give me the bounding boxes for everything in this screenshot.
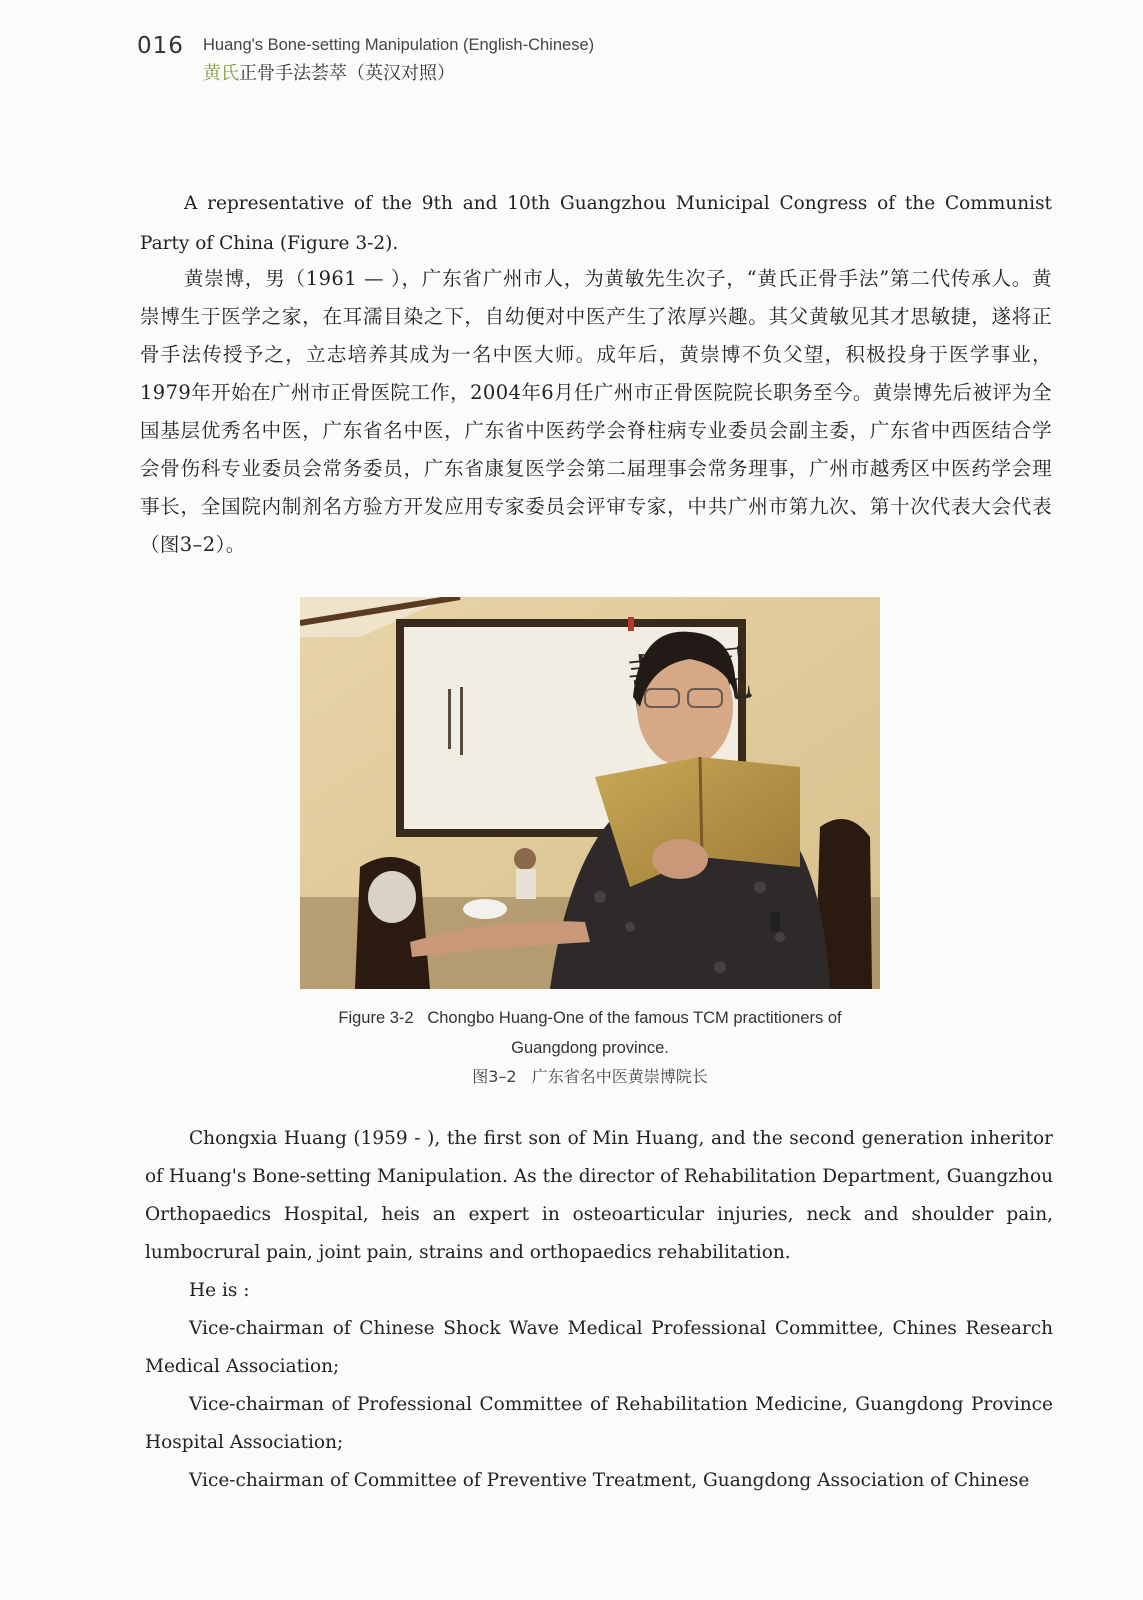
he-is-label: He is : (189, 1280, 250, 1301)
caption-line-1: Figure 3-2 Chongbo Huang-One of the famous TCM practitioners of (338, 1009, 842, 1027)
paragraph-english-intro: A representative of the 9th and 10th Guangzhou Municipal Congress of the Communist Party of China (Figure 3-2). (140, 193, 1052, 254)
role-item: Vice-chairman of Committee of Preventive Treatment, Guangdong Association of Chinese (189, 1470, 1030, 1491)
role-item: Vice-chairman of Professional Committee of Rehabilitation Medicine, Guangdong Province Hospital Association; (145, 1394, 1053, 1453)
book-title-chinese-accent: 黄氏 (203, 63, 239, 84)
paragraph-chinese-bio: 黄崇博，男（1961 — ），广东省广州市人，为黄敏先生次子，“黄氏正骨手法”第二代传承人。黄崇博生于医学之家，在耳濡目染之下，自幼便对中医产生了浓厚兴趣。其父黄敏见其才思敏捷，遂将正骨手法传授予之，立志培养其成为一名中医大师。成年后，黄崇博不负父望，积极投身于医学事业，1979年开始在广州市正骨医院工作，2004年6月任广州市正骨医院院长职务至今。黄崇博先后被评为全国基层优秀名中医，广东省名中医，广东省中医药学会脊柱病专业委员会副主委，广东省中西医结合学会骨伤科专业委员会常务委员，广东省康复医学会第二届理事会常务理事，广州市越秀区中医药学会理事长，全国院内制剂名方验方开发应用专家委员会评审专家，中共广州市第九次、第十次代表大会代表（图3–2）。 (140, 267, 1052, 556)
caption-line-2: Guangdong province. (511, 1039, 669, 1057)
lower-text (145, 1120, 1053, 1500)
photo-illustration (300, 597, 880, 989)
book-title-chinese (203, 59, 455, 85)
figure-photo (300, 597, 880, 989)
paragraph-english-bio: Chongxia Huang (1959 - ), the first son of Min Huang, and the second generation inheritor of Huang's Bone-setting Manipulation. As the director of Rehabilitation Department, Guangzhou Orthopaedics Hospital, heis an expert in osteoarticular injuries, neck and shoulder pain, lumbocrural pain, joint pain, strains and orthopaedics rehabilitation. (145, 1128, 1053, 1263)
book-title-chinese-rest: 正骨手法荟萃（英汉对照） (239, 63, 455, 84)
figure-caption-chinese: 图3–2 广东省名中医黄崇博院长 (472, 1067, 708, 1086)
book-title-english: Huang's Bone-setting Manipulation (English-Chinese) (203, 36, 595, 54)
page-number: 016 (137, 33, 184, 59)
figure-caption-english (200, 1003, 980, 1063)
role-item: Vice-chairman of Chinese Shock Wave Medical Professional Committee, Chines Research Medical Association; (145, 1318, 1053, 1377)
